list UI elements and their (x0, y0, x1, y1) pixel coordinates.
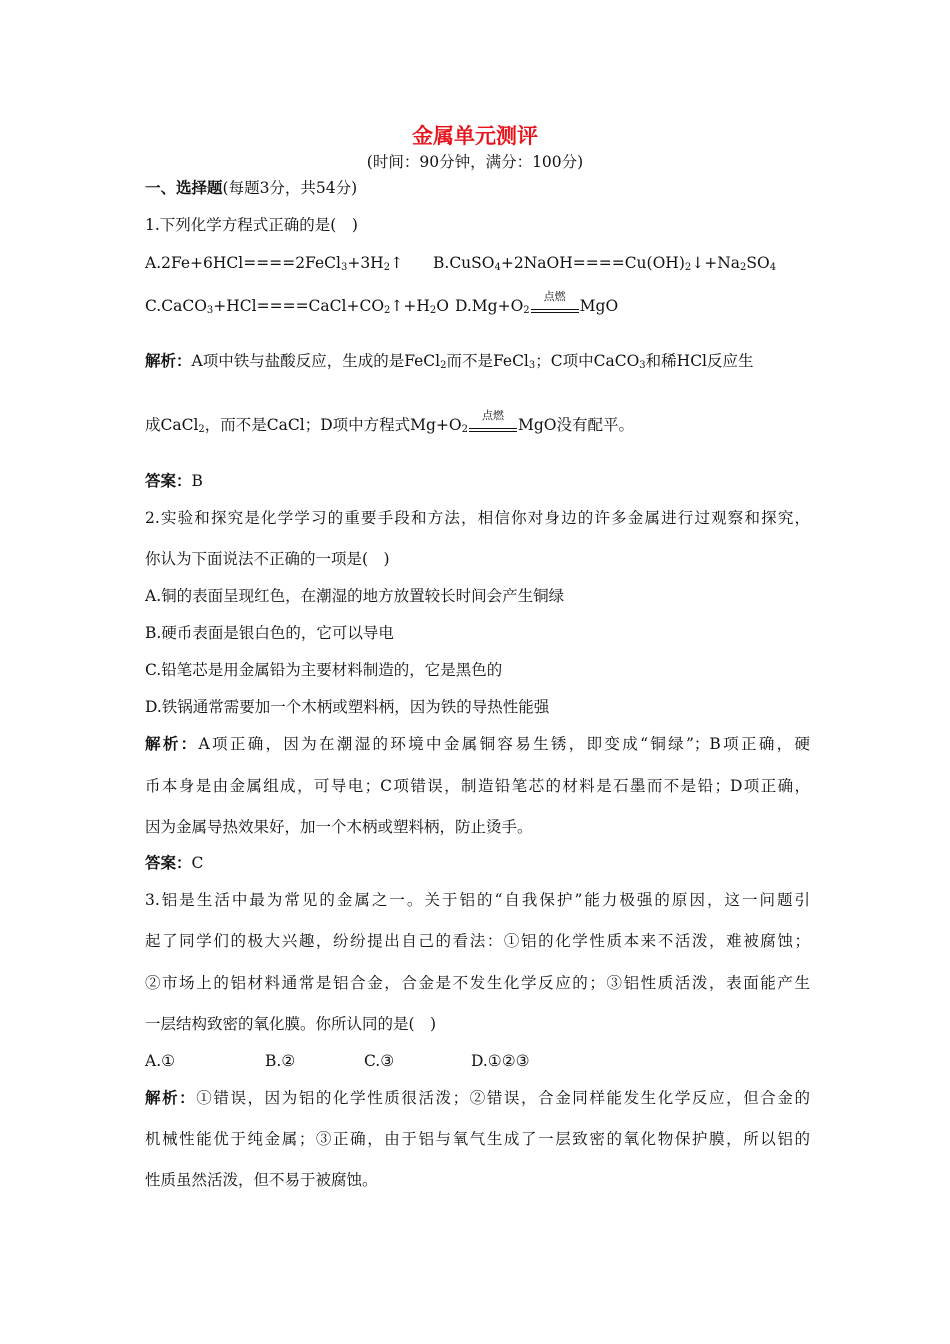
q3-stem-line2: 起了同学们的极大兴趣，纷纷提出自己的看法：①铝的化学性质本来不活泼，难被腐蚀； (145, 932, 810, 950)
q2-analysis-line1: 解析：A项正确，因为在潮湿的环境中金属铜容易生锈，即变成“铜绿”；B项正确，硬 (145, 734, 810, 753)
document-title: 金属单元测评 (412, 123, 538, 148)
q1-option-a: $A.2Fe+6HCl====2FeCl_3+3H_2↑$ (145, 254, 404, 273)
q1-answer: 答案：B (145, 471, 203, 490)
q2-option-b: B.硬币表面是银白色的，它可以导电 (145, 624, 394, 642)
q1-option-d: $D.Mg+O_2$ 点燃 MgO (455, 290, 619, 316)
section-heading (145, 178, 357, 198)
reaction-condition: 点燃 (469, 415, 517, 435)
q3-option-c: C.③ (364, 1052, 395, 1070)
q3-stem-line3: ②市场上的铝材料通常是铝合金，合金是不发生化学反应的；③铝性质活泼，表面能产生 (145, 974, 810, 992)
reaction-condition: 点燃 (531, 296, 579, 316)
q3-analysis-line3: 性质虽然活泼，但不易于被腐蚀。 (145, 1171, 378, 1189)
q3-stem-line1: 3.铝是生活中最为常见的金属之一。关于铝的“自我保护”能力极强的原因，这一问题引 (145, 891, 810, 909)
q2-stem-line1: 2.实验和探究是化学学习的重要手段和方法，相信你对身边的许多金属进行过观察和探究， (145, 509, 810, 527)
q2-analysis-line2: 币本身是由金属组成，可导电；C项错误，制造铅笔芯的材料是石墨而不是铅；D项正确， (145, 777, 810, 795)
q3-stem-line4: 一层结构致密的氧化膜。你所认同的是( ) (145, 1015, 437, 1033)
q3-analysis-line2: 机械性能优于纯金属；③正确，由于铝与氧气生成了一层致密的氧化物保护膜，所以铝的 (145, 1130, 810, 1148)
q2-analysis-line3: 因为金属导热效果好，加一个木柄或塑料柄，防止烫手。 (145, 818, 533, 836)
q1-analysis-line2: 成CaCl$_2$，而不是CaCl；D项中方程式$Mg+O_2$ 点燃 MgO没有配平。 (145, 409, 635, 435)
q3-analysis-line1: 解析：①错误，因为铝的化学性质很活泼；②错误，合金同样能发生化学反应，但合金的 (145, 1088, 810, 1107)
q1-analysis-line1: 解析：A项中铁与盐酸反应，生成的是FeCl$_2$而不是FeCl$_3$；C项中CaCO$_3$和稀HCl反应生 (145, 351, 754, 371)
q2-option-d: D.铁锅通常需要加一个木柄或塑料柄，因为铁的导热性能强 (145, 698, 550, 716)
q3-option-d: D.①②③ (471, 1052, 530, 1070)
q2-answer: 答案：C (145, 853, 204, 872)
q2-option-c: C.铅笔芯是用金属铅为主要材料制造的，它是黑色的 (145, 661, 503, 679)
q2-stem-line2: 你认为下面说法不正确的一项是( ) (145, 550, 390, 568)
q3-option-a: A.① (145, 1052, 176, 1070)
q1-option-b: $B.CuSO_4+2NaOH====Cu(OH)_2↓+Na_2SO_4$ (433, 254, 777, 273)
q1-stem: 1.下列化学方程式正确的是( ) (145, 216, 358, 234)
document-subtitle: (时间：90分钟，满分：100分) (366, 153, 584, 171)
q2-option-a: A.铜的表面呈现红色，在潮湿的地方放置较长时间会产生铜绿 (145, 587, 565, 605)
section-title: 一、选择题 (145, 178, 223, 197)
section-note: (每题3分，共54分) (222, 179, 358, 197)
q3-option-b: B.② (265, 1052, 296, 1070)
q1-option-c: $C.CaCO_3+HCl====CaCl+CO_2↑+H_2O$ (145, 297, 449, 316)
